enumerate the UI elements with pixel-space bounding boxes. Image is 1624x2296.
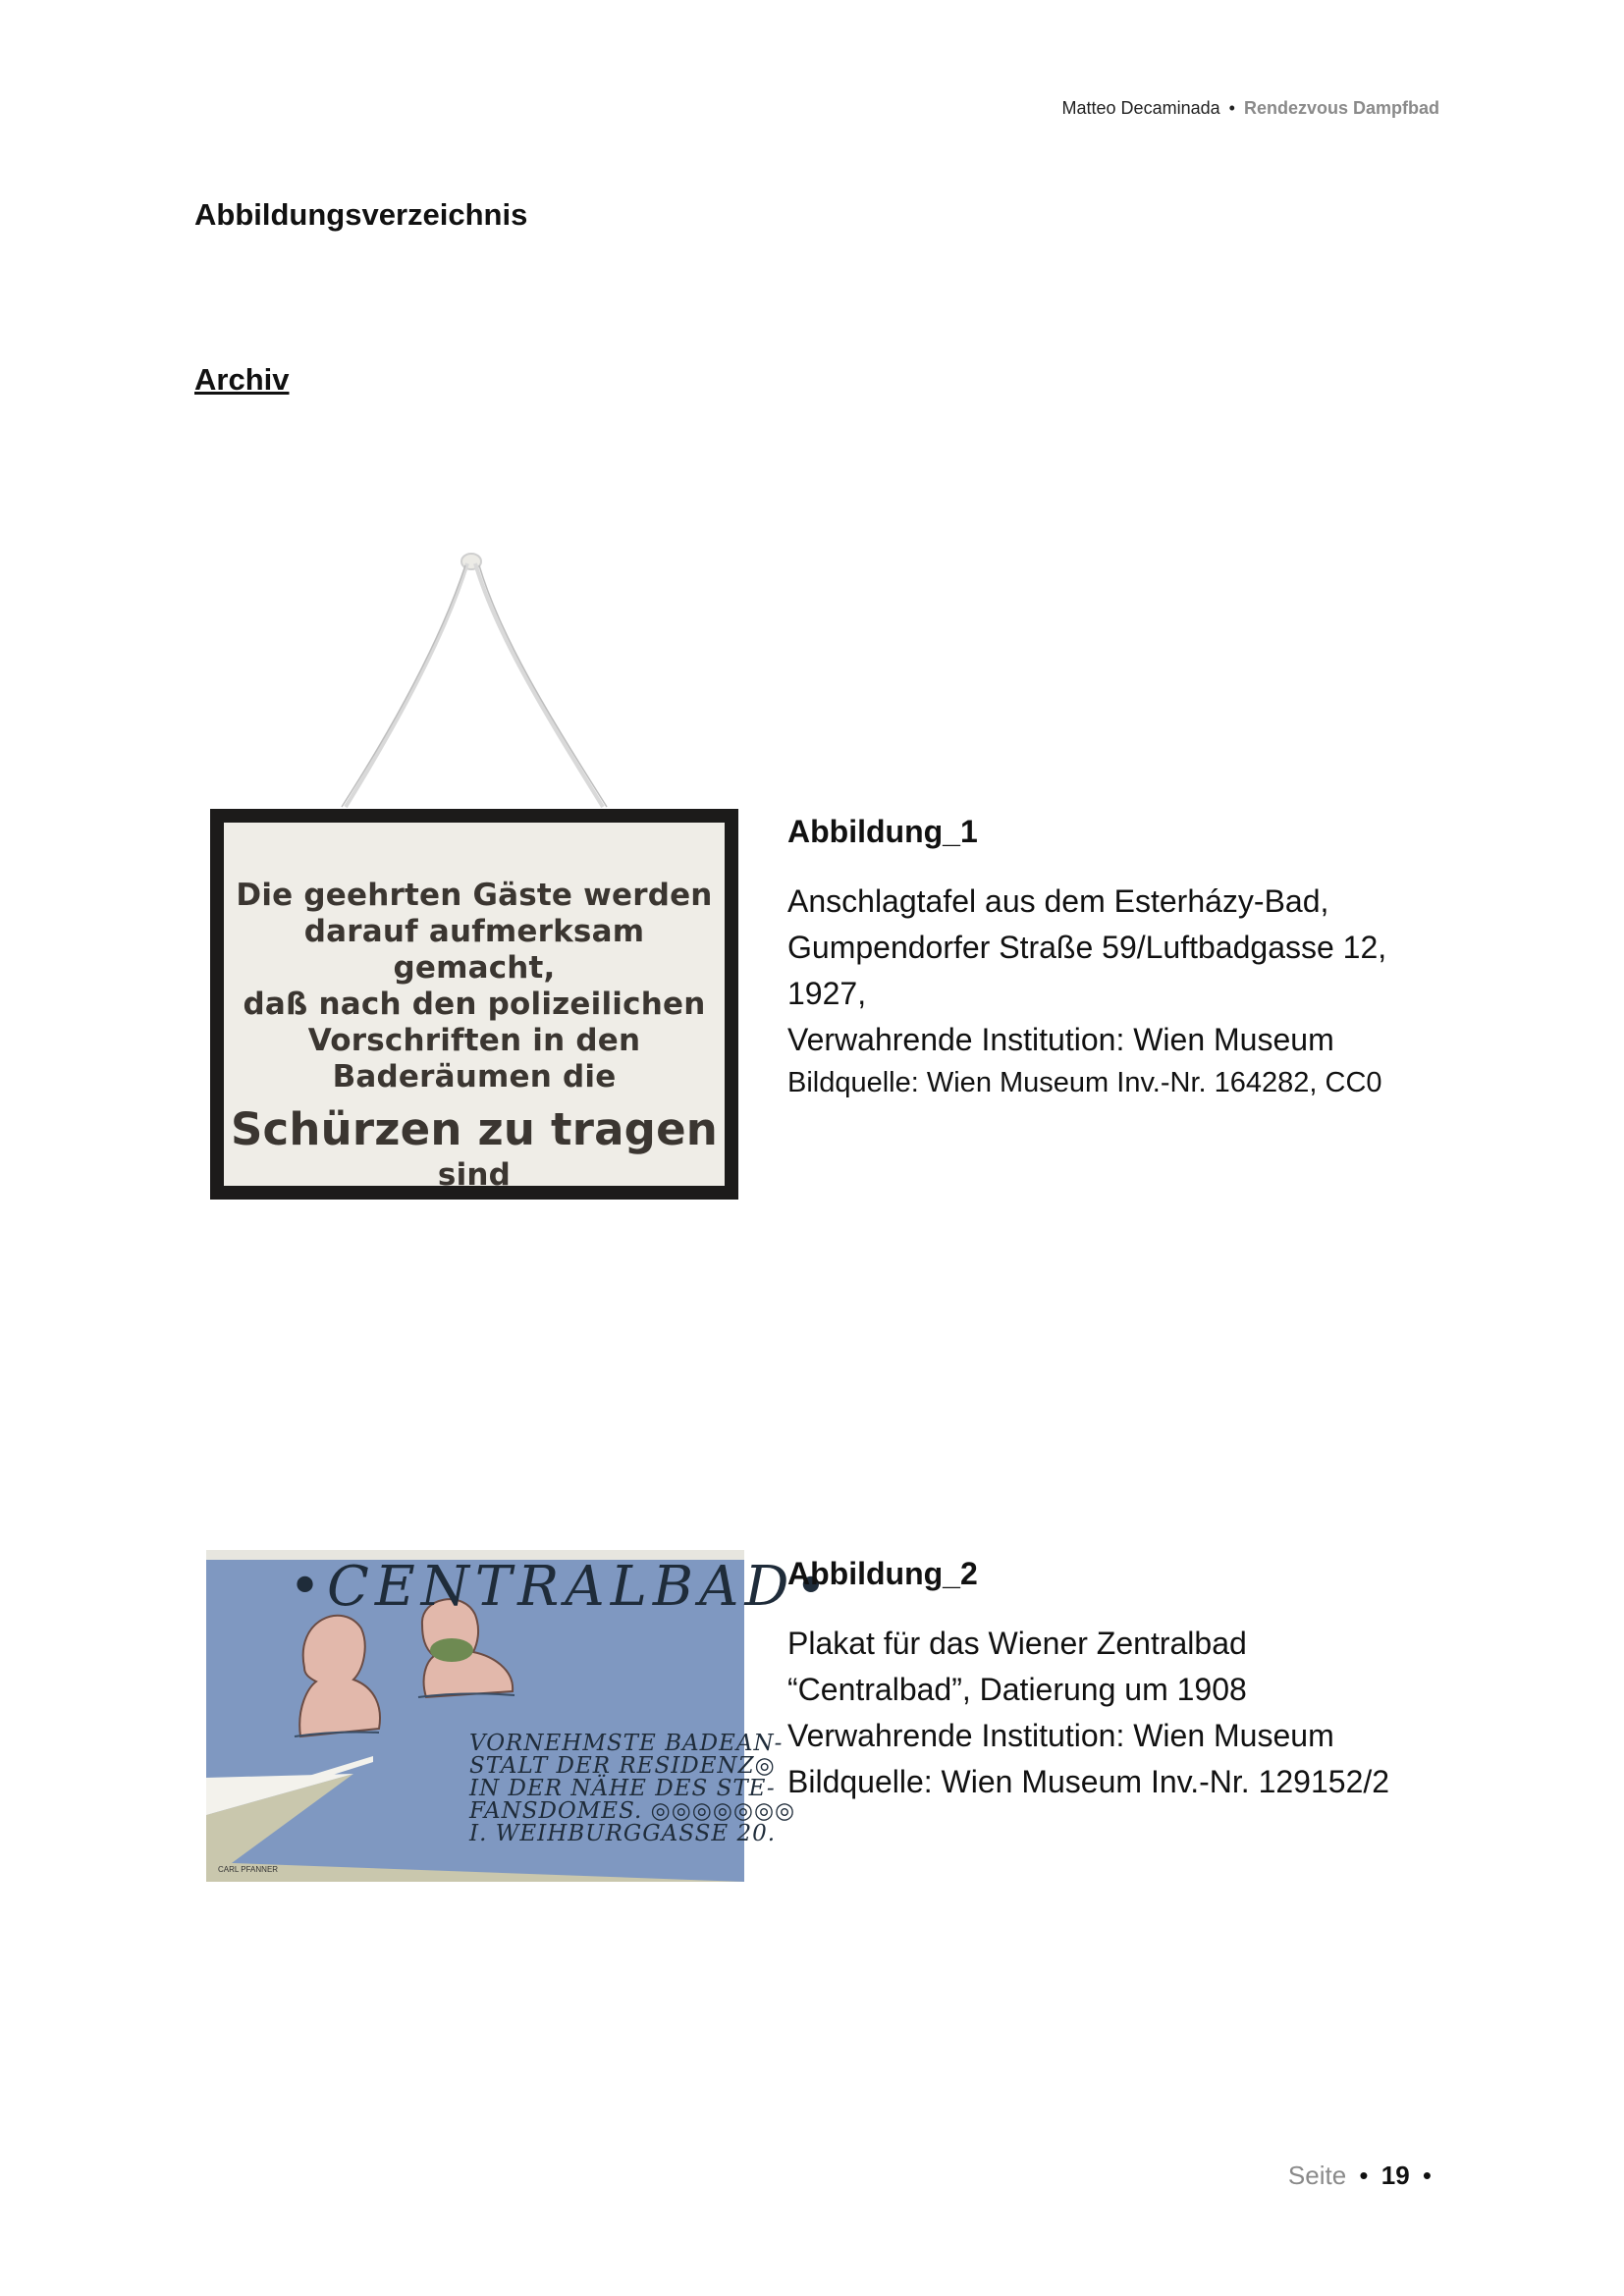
caption-line: Bildquelle: Wien Museum Inv.-Nr. 129152/2 bbox=[787, 1764, 1390, 1799]
caption-source: Bildquelle: Wien Museum Inv.-Nr. 164282, CC0 bbox=[787, 1067, 1382, 1098]
sign-line: Die geehrten Gäste werden bbox=[236, 878, 713, 913]
page-title: Abbildungsverzeichnis bbox=[194, 197, 528, 232]
sign-emphasis: Schürzen zu tragen bbox=[230, 1103, 719, 1155]
caption-line: Verwahrende Institution: Wien Museum bbox=[787, 1022, 1334, 1057]
sign-line: Baderäumen die bbox=[332, 1059, 617, 1095]
header-author: Matteo Decaminada bbox=[1061, 98, 1220, 118]
figure-1-title: Abbildung_1 bbox=[787, 814, 978, 849]
caption-line: Verwahrende Institution: Wien Museum bbox=[787, 1718, 1334, 1753]
sign-line: Vorschriften in den bbox=[307, 1023, 641, 1058]
sign-line: daß nach den polizeilichen bbox=[243, 987, 706, 1022]
caption-line: Plakat für das Wiener Zentralbad bbox=[787, 1626, 1247, 1661]
poster-credit: CARL PFANNER bbox=[218, 1865, 279, 1874]
caption-line: Anschlagtafel aus dem Esterházy-Bad, bbox=[787, 883, 1329, 919]
sign-face bbox=[224, 823, 725, 1193]
figure-1-caption bbox=[787, 809, 1465, 1102]
header-separator: • bbox=[1228, 98, 1235, 118]
figure-2-image bbox=[206, 1550, 834, 1882]
sign-hanger-cord bbox=[202, 548, 756, 832]
figure-2-title: Abbildung_2 bbox=[787, 1556, 978, 1591]
footer-dot-end: • bbox=[1422, 2161, 1432, 2190]
section-title: Archiv bbox=[194, 362, 290, 397]
page-footer bbox=[1288, 2161, 1437, 2191]
page-number: 19 bbox=[1380, 2161, 1410, 2190]
sign-last-line: sind bbox=[437, 1157, 512, 1193]
figure-2-caption bbox=[787, 1551, 1465, 1805]
poster-text: VORNEHMSTE BADEAN- STALT DER RESIDENZ◎ IN DER NÄHE DES STE- FANSDOMES. ◎◎◎◎◎◎◎ I. WEIHBURGGASSE 20. bbox=[469, 1731, 796, 1846]
poster-title: •CENTRALBAD• bbox=[289, 1555, 834, 1619]
header-title: Rendezvous Dampfbad bbox=[1243, 98, 1439, 118]
sign-line: darauf aufmerksam gemacht, bbox=[303, 914, 645, 986]
caption-line: Gumpendorfer Straße 59/Luftbadgasse 12, bbox=[787, 930, 1387, 965]
footer-dot: • bbox=[1359, 2161, 1369, 2190]
figure-1-image bbox=[202, 548, 756, 1215]
caption-line: “Centralbad”, Datierung um 1908 bbox=[787, 1672, 1247, 1707]
sign-board bbox=[210, 809, 738, 1200]
caption-line: 1927, bbox=[787, 976, 867, 1011]
footer-label: Seite bbox=[1287, 2161, 1347, 2190]
running-header bbox=[1062, 98, 1439, 119]
